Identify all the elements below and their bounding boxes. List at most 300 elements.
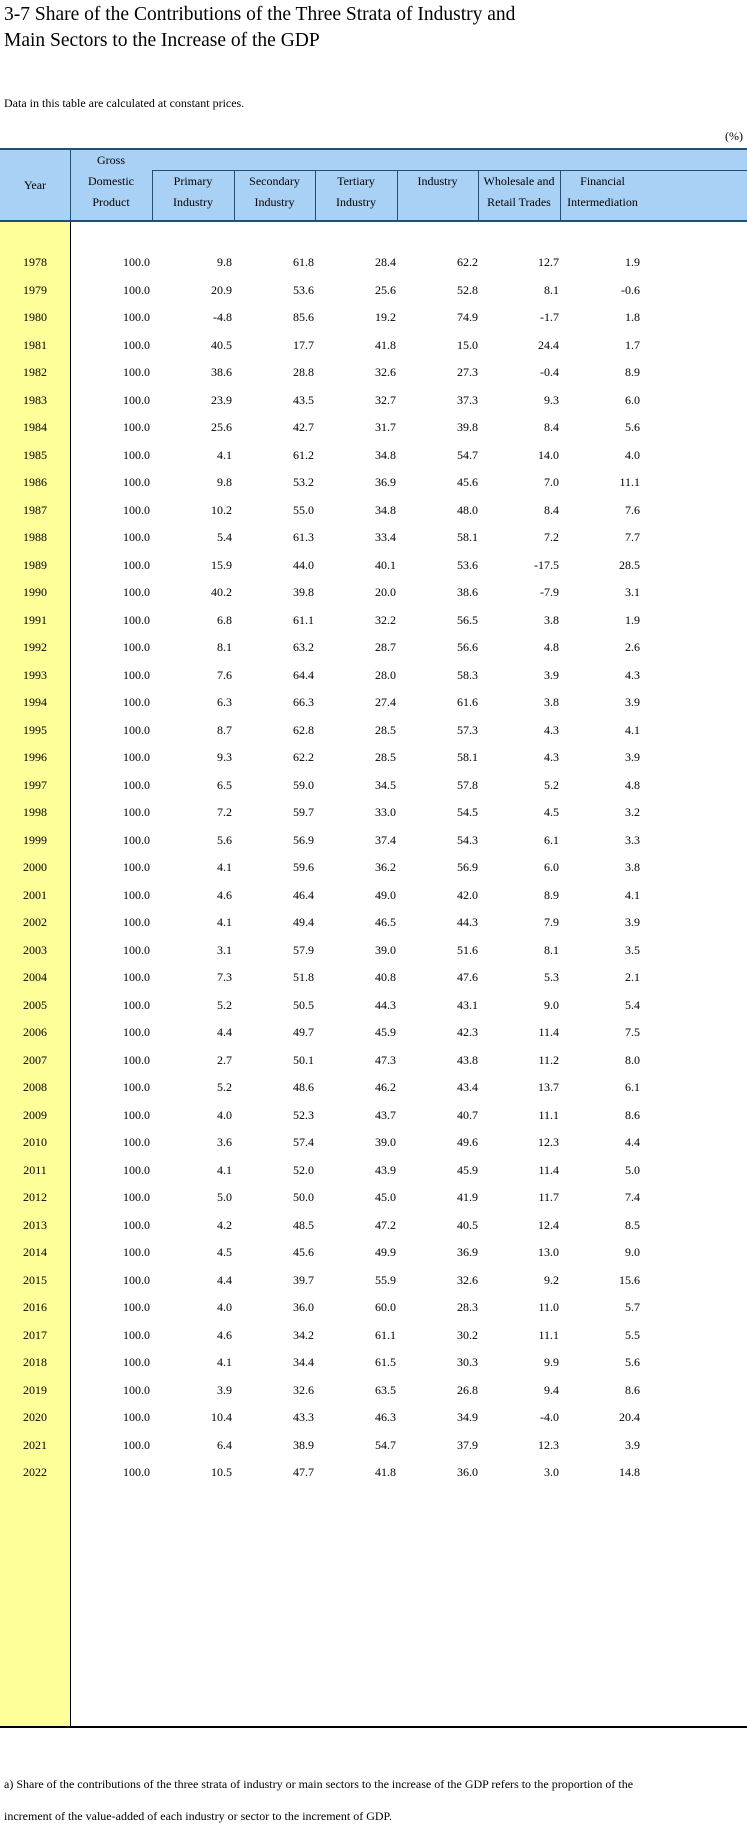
cell-tertiary: 63.5 <box>375 1382 396 1397</box>
cell-industry: 56.9 <box>457 860 478 874</box>
cell-wholesale: 6.0 <box>544 860 559 874</box>
cell-financial: 2.1 <box>625 970 640 984</box>
cell-primary: 3.1 <box>217 942 232 957</box>
cell-gdp: 100.0 <box>123 1080 150 1094</box>
page-title <box>4 2 744 54</box>
table-row <box>0 248 747 276</box>
cell-financial: 1.7 <box>625 337 640 352</box>
cell-year: 2014 <box>23 1245 47 1259</box>
header-year: Year <box>23 178 47 192</box>
cell-financial: 3.9 <box>625 915 640 929</box>
cell-wholesale: 11.1 <box>538 1327 559 1342</box>
cell-wholesale: 9.3 <box>544 392 559 407</box>
cell-financial: 2.6 <box>625 640 640 654</box>
cell-financial: 5.5 <box>625 1327 640 1342</box>
table-row <box>0 606 747 634</box>
cell-year: 2000 <box>23 860 47 874</box>
cell-primary: 8.7 <box>217 722 232 737</box>
cell-primary: 6.5 <box>217 777 232 792</box>
table-row <box>0 1018 747 1046</box>
cell-wholesale: 12.3 <box>538 1135 559 1149</box>
table-row <box>0 441 747 469</box>
cell-year: 1985 <box>23 447 47 462</box>
cell-secondary: 32.6 <box>293 1382 314 1397</box>
cell-tertiary: 47.3 <box>375 1052 396 1067</box>
cell-tertiary: 34.8 <box>375 502 396 517</box>
cell-financial: 5.4 <box>625 997 640 1012</box>
cell-wholesale: 8.4 <box>544 420 559 434</box>
cell-gdp: 100.0 <box>123 282 150 297</box>
table-row <box>0 991 747 1019</box>
cell-year: 2021 <box>23 1437 47 1452</box>
cell-industry: 44.3 <box>457 915 478 929</box>
table-row <box>0 1348 747 1376</box>
cell-year: 2001 <box>23 887 47 902</box>
cell-wholesale: 9.4 <box>544 1382 559 1397</box>
cell-tertiary: 37.4 <box>375 832 396 847</box>
cell-industry: 48.0 <box>457 502 478 517</box>
cell-wholesale: 4.3 <box>544 750 559 764</box>
table-row <box>0 1293 747 1321</box>
table-row <box>0 853 747 881</box>
cell-gdp: 100.0 <box>123 585 150 599</box>
cell-primary: 6.3 <box>217 695 232 709</box>
cell-tertiary: 46.3 <box>375 1410 396 1424</box>
cell-secondary: 44.0 <box>293 557 314 572</box>
cell-secondary: 57.4 <box>293 1135 314 1149</box>
cell-secondary: 61.1 <box>293 612 314 627</box>
cell-tertiary: 61.5 <box>375 1355 396 1369</box>
cell-financial: 20.4 <box>619 1410 640 1424</box>
cell-financial: 6.0 <box>625 392 640 407</box>
cell-year: 1988 <box>23 530 47 544</box>
cell-secondary: 28.8 <box>293 365 314 379</box>
cell-year: 1991 <box>23 612 47 627</box>
cell-tertiary: 41.8 <box>375 337 396 352</box>
cell-industry: 74.9 <box>457 310 478 324</box>
cell-industry: 45.9 <box>457 1162 478 1177</box>
cell-wholesale: -1.7 <box>540 310 559 324</box>
cell-industry: 39.8 <box>457 420 478 434</box>
cell-financial: 14.8 <box>619 1465 640 1479</box>
cell-industry: 57.8 <box>457 777 478 792</box>
cell-gdp: 100.0 <box>123 392 150 407</box>
cell-primary: 10.5 <box>211 1465 232 1479</box>
cell-industry: 58.3 <box>457 667 478 682</box>
cell-tertiary: 46.5 <box>375 915 396 929</box>
cell-primary: 10.2 <box>211 502 232 517</box>
cell-year: 1981 <box>23 337 47 352</box>
cell-year: 1998 <box>23 805 47 819</box>
cell-industry: 36.0 <box>457 1465 478 1479</box>
cell-financial: 7.6 <box>625 502 640 517</box>
cell-year: 1990 <box>23 585 47 599</box>
cell-industry: 37.9 <box>457 1437 478 1452</box>
cell-financial: 5.0 <box>625 1162 640 1177</box>
cell-year: 2011 <box>23 1162 47 1177</box>
cell-primary: 4.1 <box>217 1162 232 1177</box>
table-row <box>0 523 747 551</box>
footnote-line-2: increment of the value-added of each industry or sector to the increment of GDP. <box>4 1809 392 1823</box>
cell-primary: 4.2 <box>217 1217 232 1232</box>
cell-primary: 5.0 <box>217 1190 232 1204</box>
cell-wholesale: 4.5 <box>544 805 559 819</box>
table-row <box>0 963 747 991</box>
cell-secondary: 42.7 <box>293 420 314 434</box>
cell-year: 1999 <box>23 832 47 847</box>
table-row <box>0 1128 747 1156</box>
cell-wholesale: 11.7 <box>538 1190 559 1204</box>
cell-financial: 11.1 <box>619 475 640 489</box>
header-financial-line-1: Financial <box>580 174 625 188</box>
header-primary-line-1: Primary <box>173 174 213 188</box>
cell-financial: 5.6 <box>625 1355 640 1369</box>
cell-gdp: 100.0 <box>123 1245 150 1259</box>
cell-secondary: 36.0 <box>293 1300 314 1314</box>
cell-wholesale: 3.9 <box>544 667 559 682</box>
cell-primary: 8.1 <box>217 640 232 654</box>
cell-secondary: 63.2 <box>293 640 314 654</box>
cell-industry: 43.8 <box>457 1052 478 1067</box>
cell-financial: 3.5 <box>625 942 640 957</box>
cell-gdp: 100.0 <box>123 667 150 682</box>
cell-financial: 4.4 <box>625 1135 640 1149</box>
header-wholesale-line-2: Retail Trades <box>487 195 551 209</box>
cell-gdp: 100.0 <box>123 887 150 902</box>
cell-gdp: 100.0 <box>123 722 150 737</box>
table-row <box>0 1156 747 1184</box>
cell-tertiary: 61.1 <box>375 1327 396 1342</box>
cell-tertiary: 43.7 <box>375 1107 396 1122</box>
cell-tertiary: 36.9 <box>375 475 396 489</box>
cell-industry: 41.9 <box>457 1190 478 1204</box>
cell-year: 2007 <box>23 1052 47 1067</box>
cell-financial: 7.7 <box>625 530 640 544</box>
cell-wholesale: 7.0 <box>544 475 559 489</box>
table-row <box>0 633 747 661</box>
cell-year: 2004 <box>23 970 47 984</box>
cell-primary: 7.2 <box>217 805 232 819</box>
cell-year: 2020 <box>23 1410 47 1424</box>
table-row <box>0 936 747 964</box>
cell-primary: 4.1 <box>217 915 232 929</box>
table-row <box>0 386 747 414</box>
cell-tertiary: 44.3 <box>375 997 396 1012</box>
table-row <box>0 1183 747 1211</box>
table-header <box>0 148 747 222</box>
cell-wholesale: -4.0 <box>540 1410 559 1424</box>
cell-gdp: 100.0 <box>123 860 150 874</box>
cell-wholesale: 3.8 <box>544 612 559 627</box>
cell-secondary: 45.6 <box>293 1245 314 1259</box>
header-gdp-line-2: Domestic <box>88 174 134 188</box>
cell-secondary: 34.4 <box>293 1355 314 1369</box>
cell-secondary: 17.7 <box>293 337 314 352</box>
cell-tertiary: 40.8 <box>375 970 396 984</box>
cell-wholesale: 4.3 <box>544 722 559 737</box>
cell-year: 2008 <box>23 1080 47 1094</box>
cell-secondary: 66.3 <box>293 695 314 709</box>
cell-primary: 3.6 <box>217 1135 232 1149</box>
cell-wholesale: 14.0 <box>538 447 559 462</box>
cell-industry: 54.5 <box>457 805 478 819</box>
table-body <box>0 222 747 1728</box>
cell-primary: 40.5 <box>211 337 232 352</box>
cell-wholesale: 12.3 <box>538 1437 559 1452</box>
cell-primary: 7.3 <box>217 970 232 984</box>
cell-primary: 6.8 <box>217 612 232 627</box>
cell-tertiary: 39.0 <box>375 1135 396 1149</box>
cell-primary: 4.1 <box>217 1355 232 1369</box>
title-line-2: Main Sectors to the Increase of the GDP <box>4 30 320 51</box>
table-row <box>0 578 747 606</box>
header-primary-line-2: Industry <box>173 195 213 209</box>
cell-year: 2017 <box>23 1327 47 1342</box>
cell-year: 1983 <box>23 392 47 407</box>
cell-wholesale: 13.7 <box>538 1080 559 1094</box>
cell-industry: 30.3 <box>457 1355 478 1369</box>
cell-secondary: 53.6 <box>293 282 314 297</box>
cell-secondary: 62.8 <box>293 722 314 737</box>
cell-secondary: 50.0 <box>293 1190 314 1204</box>
cell-primary: 9.8 <box>217 255 232 269</box>
cell-wholesale: -0.4 <box>540 365 559 379</box>
cell-secondary: 48.5 <box>293 1217 314 1232</box>
cell-year: 2015 <box>23 1272 47 1287</box>
cell-primary: 15.9 <box>211 557 232 572</box>
cell-industry: 34.9 <box>457 1410 478 1424</box>
cell-financial: 4.8 <box>625 777 640 792</box>
cell-tertiary: 28.5 <box>375 750 396 764</box>
cell-gdp: 100.0 <box>123 942 150 957</box>
cell-primary: 38.6 <box>211 365 232 379</box>
cell-financial: 1.9 <box>625 255 640 269</box>
cell-tertiary: 49.9 <box>375 1245 396 1259</box>
cell-secondary: 39.8 <box>293 585 314 599</box>
cell-industry: 15.0 <box>457 337 478 352</box>
cell-financial: 7.5 <box>625 1025 640 1039</box>
cell-wholesale: 12.4 <box>538 1217 559 1232</box>
cell-secondary: 51.8 <box>293 970 314 984</box>
cell-gdp: 100.0 <box>123 612 150 627</box>
cell-wholesale: 8.4 <box>544 502 559 517</box>
cell-year: 1987 <box>23 502 47 517</box>
cell-financial: 28.5 <box>619 557 640 572</box>
cell-primary: 5.4 <box>217 530 232 544</box>
cell-tertiary: 19.2 <box>375 310 396 324</box>
cell-primary: 4.6 <box>217 1327 232 1342</box>
cell-tertiary: 33.4 <box>375 530 396 544</box>
cell-year: 2010 <box>23 1135 47 1149</box>
cell-industry: 42.0 <box>457 887 478 902</box>
table-row <box>0 468 747 496</box>
cell-primary: 20.9 <box>211 282 232 297</box>
cell-gdp: 100.0 <box>123 365 150 379</box>
cell-gdp: 100.0 <box>123 640 150 654</box>
cell-tertiary: 34.5 <box>375 777 396 792</box>
cell-wholesale: 5.2 <box>544 777 559 792</box>
cell-tertiary: 28.7 <box>375 640 396 654</box>
cell-tertiary: 31.7 <box>375 420 396 434</box>
cell-secondary: 61.3 <box>293 530 314 544</box>
table-row <box>0 688 747 716</box>
cell-gdp: 100.0 <box>123 337 150 352</box>
cell-secondary: 61.2 <box>293 447 314 462</box>
cell-primary: 4.6 <box>217 887 232 902</box>
cell-tertiary: 34.8 <box>375 447 396 462</box>
cell-gdp: 100.0 <box>123 1025 150 1039</box>
header-tertiary-line-1: Tertiary <box>337 174 375 188</box>
cell-industry: 51.6 <box>457 942 478 957</box>
cell-secondary: 47.7 <box>293 1465 314 1479</box>
cell-secondary: 38.9 <box>293 1437 314 1452</box>
cell-financial: 1.9 <box>625 612 640 627</box>
cell-industry: 47.6 <box>457 970 478 984</box>
cell-wholesale: 6.1 <box>544 832 559 847</box>
cell-financial: 3.9 <box>625 750 640 764</box>
header-tertiary <box>315 171 397 213</box>
cell-gdp: 100.0 <box>123 805 150 819</box>
cell-financial: 6.1 <box>625 1080 640 1094</box>
cell-tertiary: 46.2 <box>375 1080 396 1094</box>
table-row <box>0 358 747 386</box>
cell-gdp: 100.0 <box>123 1162 150 1177</box>
cell-tertiary: 45.0 <box>375 1190 396 1204</box>
cell-gdp: 100.0 <box>123 1300 150 1314</box>
cell-year: 2009 <box>23 1107 47 1122</box>
table-row <box>0 1431 747 1459</box>
cell-wholesale: 7.9 <box>544 915 559 929</box>
cell-industry: 32.6 <box>457 1272 478 1287</box>
header-industry: Industry <box>417 174 458 188</box>
cell-financial: -0.6 <box>621 282 640 297</box>
cell-wholesale: 8.9 <box>544 887 559 902</box>
cell-secondary: 49.4 <box>293 915 314 929</box>
table-row <box>0 1403 747 1431</box>
cell-financial: 4.0 <box>625 447 640 462</box>
cell-gdp: 100.0 <box>123 420 150 434</box>
cell-tertiary: 47.2 <box>375 1217 396 1232</box>
table-row <box>0 551 747 579</box>
cell-secondary: 85.6 <box>293 310 314 324</box>
cell-year: 1992 <box>23 640 47 654</box>
cell-industry: 54.7 <box>457 447 478 462</box>
cell-tertiary: 32.7 <box>375 392 396 407</box>
cell-primary: 4.4 <box>217 1272 232 1287</box>
cell-industry: 62.2 <box>457 255 478 269</box>
footnote <box>4 1768 744 1832</box>
cell-secondary: 50.1 <box>293 1052 314 1067</box>
cell-tertiary: 39.0 <box>375 942 396 957</box>
table-row <box>0 1376 747 1404</box>
cell-gdp: 100.0 <box>123 777 150 792</box>
cell-gdp: 100.0 <box>123 997 150 1012</box>
cell-primary: 4.0 <box>217 1107 232 1122</box>
cell-financial: 3.8 <box>625 860 640 874</box>
header-secondary <box>234 171 315 213</box>
cell-gdp: 100.0 <box>123 1052 150 1067</box>
header-tertiary-line-2: Industry <box>336 195 376 209</box>
header-wholesale <box>478 171 560 213</box>
cell-wholesale: 13.0 <box>538 1245 559 1259</box>
table-row <box>0 1211 747 1239</box>
cell-year: 1980 <box>23 310 47 324</box>
cell-primary: 25.6 <box>211 420 232 434</box>
table-row <box>0 908 747 936</box>
cell-primary: 40.2 <box>211 585 232 599</box>
price-note: Data in this table are calculated at constant prices. <box>4 96 245 110</box>
header-financial <box>560 171 645 213</box>
cell-gdp: 100.0 <box>123 915 150 929</box>
cell-wholesale: 8.1 <box>544 942 559 957</box>
table-row <box>0 413 747 441</box>
cell-financial: 1.8 <box>625 310 640 324</box>
cell-financial: 8.6 <box>625 1382 640 1397</box>
cell-year: 1995 <box>23 722 47 737</box>
cell-tertiary: 36.2 <box>375 860 396 874</box>
cell-primary: 3.9 <box>217 1382 232 1397</box>
cell-gdp: 100.0 <box>123 1135 150 1149</box>
cell-secondary: 46.4 <box>293 887 314 902</box>
cell-gdp: 100.0 <box>123 447 150 462</box>
cell-year: 2003 <box>23 942 47 957</box>
data-table <box>0 148 747 1728</box>
cell-gdp: 100.0 <box>123 1272 150 1287</box>
table-row <box>0 1101 747 1129</box>
cell-primary: 4.4 <box>217 1025 232 1039</box>
cell-gdp: 100.0 <box>123 695 150 709</box>
cell-industry: 42.3 <box>457 1025 478 1039</box>
cell-gdp: 100.0 <box>123 1327 150 1342</box>
cell-gdp: 100.0 <box>123 1410 150 1424</box>
cell-secondary: 61.8 <box>293 255 314 269</box>
header-wholesale-line-1: Wholesale and <box>483 174 555 188</box>
cell-tertiary: 28.0 <box>375 667 396 682</box>
cell-financial: 4.1 <box>625 722 640 737</box>
cell-secondary: 64.4 <box>293 667 314 682</box>
cell-tertiary: 60.0 <box>375 1300 396 1314</box>
cell-wholesale: 11.4 <box>538 1162 559 1177</box>
cell-primary: 4.1 <box>217 860 232 874</box>
cell-industry: 58.1 <box>457 530 478 544</box>
cell-secondary: 53.2 <box>293 475 314 489</box>
cell-year: 1994 <box>23 695 47 709</box>
cell-year: 1986 <box>23 475 47 489</box>
cell-wholesale: 5.3 <box>544 970 559 984</box>
cell-secondary: 43.3 <box>293 1410 314 1424</box>
cell-year: 2018 <box>23 1355 47 1369</box>
cell-gdp: 100.0 <box>123 1217 150 1232</box>
cell-gdp: 100.0 <box>123 255 150 269</box>
cell-secondary: 59.6 <box>293 860 314 874</box>
cell-primary: -4.8 <box>213 310 232 324</box>
header-financial-line-2: Intermediation <box>567 195 638 209</box>
cell-secondary: 59.7 <box>293 805 314 819</box>
cell-primary: 5.2 <box>217 997 232 1012</box>
footnote-line-1: a) Share of the contributions of the three strata of industry or main sectors to the increase of the GDP refers to the proportion of the <box>4 1777 634 1791</box>
cell-primary: 23.9 <box>211 392 232 407</box>
cell-gdp: 100.0 <box>123 1107 150 1122</box>
cell-wholesale: 11.0 <box>538 1300 559 1314</box>
cell-wholesale: 7.2 <box>544 530 559 544</box>
cell-year: 1979 <box>23 282 47 297</box>
cell-year: 2002 <box>23 915 47 929</box>
cell-industry: 52.8 <box>457 282 478 297</box>
cell-year: 1982 <box>23 365 47 379</box>
cell-industry: 40.7 <box>457 1107 478 1122</box>
cell-secondary: 62.2 <box>293 750 314 764</box>
cell-secondary: 57.9 <box>293 942 314 957</box>
